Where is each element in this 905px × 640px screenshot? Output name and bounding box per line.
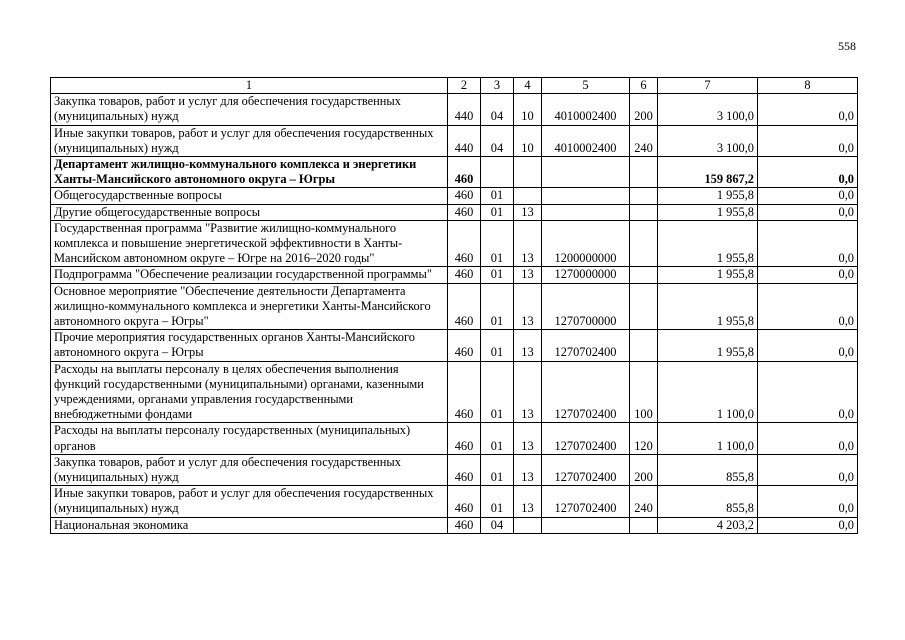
table-row xyxy=(51,517,858,533)
row-subvention-cell: 0,0 xyxy=(758,361,858,423)
header-col-8: 8 xyxy=(758,78,858,94)
table-row xyxy=(51,220,858,267)
row-target-article-cell: 4010002400 xyxy=(542,125,630,156)
row-name-cell: Другие общегосударственные вопросы xyxy=(51,204,448,220)
row-section-cell xyxy=(481,157,514,188)
row-name-cell: Общегосударственные вопросы xyxy=(51,188,448,204)
row-target-article-cell xyxy=(542,517,630,533)
row-target-article-cell xyxy=(542,204,630,220)
row-admin-code-cell: 460 xyxy=(448,330,481,361)
row-amount-cell: 3 100,0 xyxy=(658,94,758,125)
row-expense-type-cell: 120 xyxy=(630,423,658,454)
row-subsection-cell: 13 xyxy=(514,220,542,267)
row-name-cell: Закупка товаров, работ и услуг для обеспечения государственных (муниципальных) нужд xyxy=(51,454,448,485)
row-section-cell: 01 xyxy=(481,283,514,330)
row-target-article-cell: 1270702400 xyxy=(542,330,630,361)
row-amount-cell: 855,8 xyxy=(658,454,758,485)
row-subvention-cell: 0,0 xyxy=(758,157,858,188)
row-amount-cell: 159 867,2 xyxy=(658,157,758,188)
row-section-cell: 04 xyxy=(481,125,514,156)
row-amount-cell: 4 203,2 xyxy=(658,517,758,533)
table-row xyxy=(51,486,858,517)
row-admin-code-cell: 460 xyxy=(448,486,481,517)
table-row xyxy=(51,204,858,220)
table-row xyxy=(51,454,858,485)
row-admin-code-cell: 460 xyxy=(448,361,481,423)
row-section-cell: 01 xyxy=(481,330,514,361)
row-admin-code-cell: 460 xyxy=(448,283,481,330)
row-amount-cell: 1 955,8 xyxy=(658,267,758,283)
row-admin-code-cell: 460 xyxy=(448,423,481,454)
row-expense-type-cell xyxy=(630,267,658,283)
row-admin-code-cell: 440 xyxy=(448,94,481,125)
row-subvention-cell: 0,0 xyxy=(758,330,858,361)
row-name-cell: Иные закупки товаров, работ и услуг для обеспечения государственных (муниципальных) нужд xyxy=(51,125,448,156)
row-amount-cell: 1 955,8 xyxy=(658,283,758,330)
row-section-cell: 01 xyxy=(481,220,514,267)
table-row xyxy=(51,283,858,330)
row-subvention-cell: 0,0 xyxy=(758,125,858,156)
row-subvention-cell: 0,0 xyxy=(758,220,858,267)
table-row xyxy=(51,361,858,423)
row-target-article-cell xyxy=(542,188,630,204)
row-subvention-cell: 0,0 xyxy=(758,283,858,330)
page-number: 558 xyxy=(838,39,856,53)
table-body xyxy=(51,94,858,534)
row-admin-code-cell: 440 xyxy=(448,125,481,156)
row-subsection-cell: 13 xyxy=(514,267,542,283)
row-subsection-cell: 13 xyxy=(514,330,542,361)
row-expense-type-cell: 200 xyxy=(630,94,658,125)
row-expense-type-cell: 100 xyxy=(630,361,658,423)
row-admin-code-cell: 460 xyxy=(448,454,481,485)
row-target-article-cell xyxy=(542,157,630,188)
row-expense-type-cell xyxy=(630,157,658,188)
row-subvention-cell: 0,0 xyxy=(758,454,858,485)
row-amount-cell: 1 100,0 xyxy=(658,361,758,423)
row-subsection-cell xyxy=(514,157,542,188)
row-subvention-cell: 0,0 xyxy=(758,204,858,220)
row-subvention-cell: 0,0 xyxy=(758,423,858,454)
table-row xyxy=(51,188,858,204)
row-subsection-cell: 13 xyxy=(514,423,542,454)
row-amount-cell: 1 955,8 xyxy=(658,188,758,204)
row-subvention-cell: 0,0 xyxy=(758,267,858,283)
row-name-cell: Закупка товаров, работ и услуг для обеспечения государственных (муниципальных) нужд xyxy=(51,94,448,125)
row-expense-type-cell xyxy=(630,517,658,533)
row-admin-code-cell: 460 xyxy=(448,157,481,188)
row-expense-type-cell: 200 xyxy=(630,454,658,485)
row-name-cell: Прочие мероприятия государственных органов Ханты-Мансийского автономного округа – Югры xyxy=(51,330,448,361)
row-target-article-cell: 1270702400 xyxy=(542,454,630,485)
row-section-cell: 04 xyxy=(481,517,514,533)
row-name-cell: Расходы на выплаты персоналу в целях обеспечения выполнения функций государственными (муниципальными) органами, казенными учреждениями, органами управления государственными внебюджетными фондами xyxy=(51,361,448,423)
row-subsection-cell: 13 xyxy=(514,283,542,330)
row-subsection-cell: 13 xyxy=(514,204,542,220)
row-name-cell: Подпрограмма "Обеспечение реализации государственной программы" xyxy=(51,267,448,283)
row-expense-type-cell xyxy=(630,188,658,204)
row-section-cell: 01 xyxy=(481,486,514,517)
row-admin-code-cell: 460 xyxy=(448,188,481,204)
row-target-article-cell: 1270700000 xyxy=(542,283,630,330)
row-subsection-cell: 13 xyxy=(514,361,542,423)
table-row xyxy=(51,94,858,125)
row-subsection-cell xyxy=(514,517,542,533)
row-name-cell: Основное мероприятие "Обеспечение деятельности Департамента жилищно-коммунального комплекса и энергетики Ханты-Мансийского автономного округа – Югры" xyxy=(51,283,448,330)
row-target-article-cell: 4010002400 xyxy=(542,94,630,125)
row-expense-type-cell: 240 xyxy=(630,125,658,156)
row-subvention-cell: 0,0 xyxy=(758,517,858,533)
table-row xyxy=(51,157,858,188)
row-name-cell: Национальная экономика xyxy=(51,517,448,533)
row-subsection-cell xyxy=(514,188,542,204)
header-col-2: 2 xyxy=(448,78,481,94)
row-amount-cell: 1 955,8 xyxy=(658,204,758,220)
row-target-article-cell: 1270000000 xyxy=(542,267,630,283)
row-subvention-cell: 0,0 xyxy=(758,486,858,517)
row-section-cell: 01 xyxy=(481,361,514,423)
row-section-cell: 01 xyxy=(481,423,514,454)
header-col-7: 7 xyxy=(658,78,758,94)
row-subvention-cell: 0,0 xyxy=(758,188,858,204)
row-admin-code-cell: 460 xyxy=(448,517,481,533)
row-subsection-cell: 13 xyxy=(514,454,542,485)
header-col-5: 5 xyxy=(542,78,630,94)
table-row xyxy=(51,267,858,283)
row-expense-type-cell xyxy=(630,204,658,220)
budget-table xyxy=(50,77,858,534)
row-expense-type-cell xyxy=(630,220,658,267)
header-col-6: 6 xyxy=(630,78,658,94)
row-amount-cell: 1 955,8 xyxy=(658,330,758,361)
row-name-cell: Расходы на выплаты персоналу государственных (муниципальных) органов xyxy=(51,423,448,454)
row-section-cell: 01 xyxy=(481,188,514,204)
row-amount-cell: 1 955,8 xyxy=(658,220,758,267)
row-section-cell: 04 xyxy=(481,94,514,125)
row-admin-code-cell: 460 xyxy=(448,220,481,267)
row-name-cell: Государственная программа "Развитие жилищно-коммунального комплекса и повышение энергетической эффективности в Ханты-Мансийском автономном округе – Югре на 2016–2020 годы" xyxy=(51,220,448,267)
row-section-cell: 01 xyxy=(481,454,514,485)
row-target-article-cell: 1270702400 xyxy=(542,423,630,454)
row-target-article-cell: 1270702400 xyxy=(542,486,630,517)
row-admin-code-cell: 460 xyxy=(448,267,481,283)
table-row xyxy=(51,423,858,454)
header-col-4: 4 xyxy=(514,78,542,94)
header-row xyxy=(51,78,858,94)
table-row xyxy=(51,330,858,361)
row-amount-cell: 1 100,0 xyxy=(658,423,758,454)
row-expense-type-cell xyxy=(630,283,658,330)
row-subvention-cell: 0,0 xyxy=(758,94,858,125)
row-section-cell: 01 xyxy=(481,267,514,283)
table-row xyxy=(51,125,858,156)
row-subsection-cell: 13 xyxy=(514,486,542,517)
row-section-cell: 01 xyxy=(481,204,514,220)
row-name-cell: Департамент жилищно-коммунального комплекса и энергетики Ханты-Мансийского автономного округа – Югры xyxy=(51,157,448,188)
header-col-3: 3 xyxy=(481,78,514,94)
row-target-article-cell: 1270702400 xyxy=(542,361,630,423)
row-name-cell: Иные закупки товаров, работ и услуг для обеспечения государственных (муниципальных) нужд xyxy=(51,486,448,517)
row-amount-cell: 3 100,0 xyxy=(658,125,758,156)
row-admin-code-cell: 460 xyxy=(448,204,481,220)
row-subsection-cell: 10 xyxy=(514,94,542,125)
row-target-article-cell: 1200000000 xyxy=(542,220,630,267)
row-subsection-cell: 10 xyxy=(514,125,542,156)
row-expense-type-cell xyxy=(630,330,658,361)
row-amount-cell: 855,8 xyxy=(658,486,758,517)
row-expense-type-cell: 240 xyxy=(630,486,658,517)
header-col-1: 1 xyxy=(51,78,448,94)
